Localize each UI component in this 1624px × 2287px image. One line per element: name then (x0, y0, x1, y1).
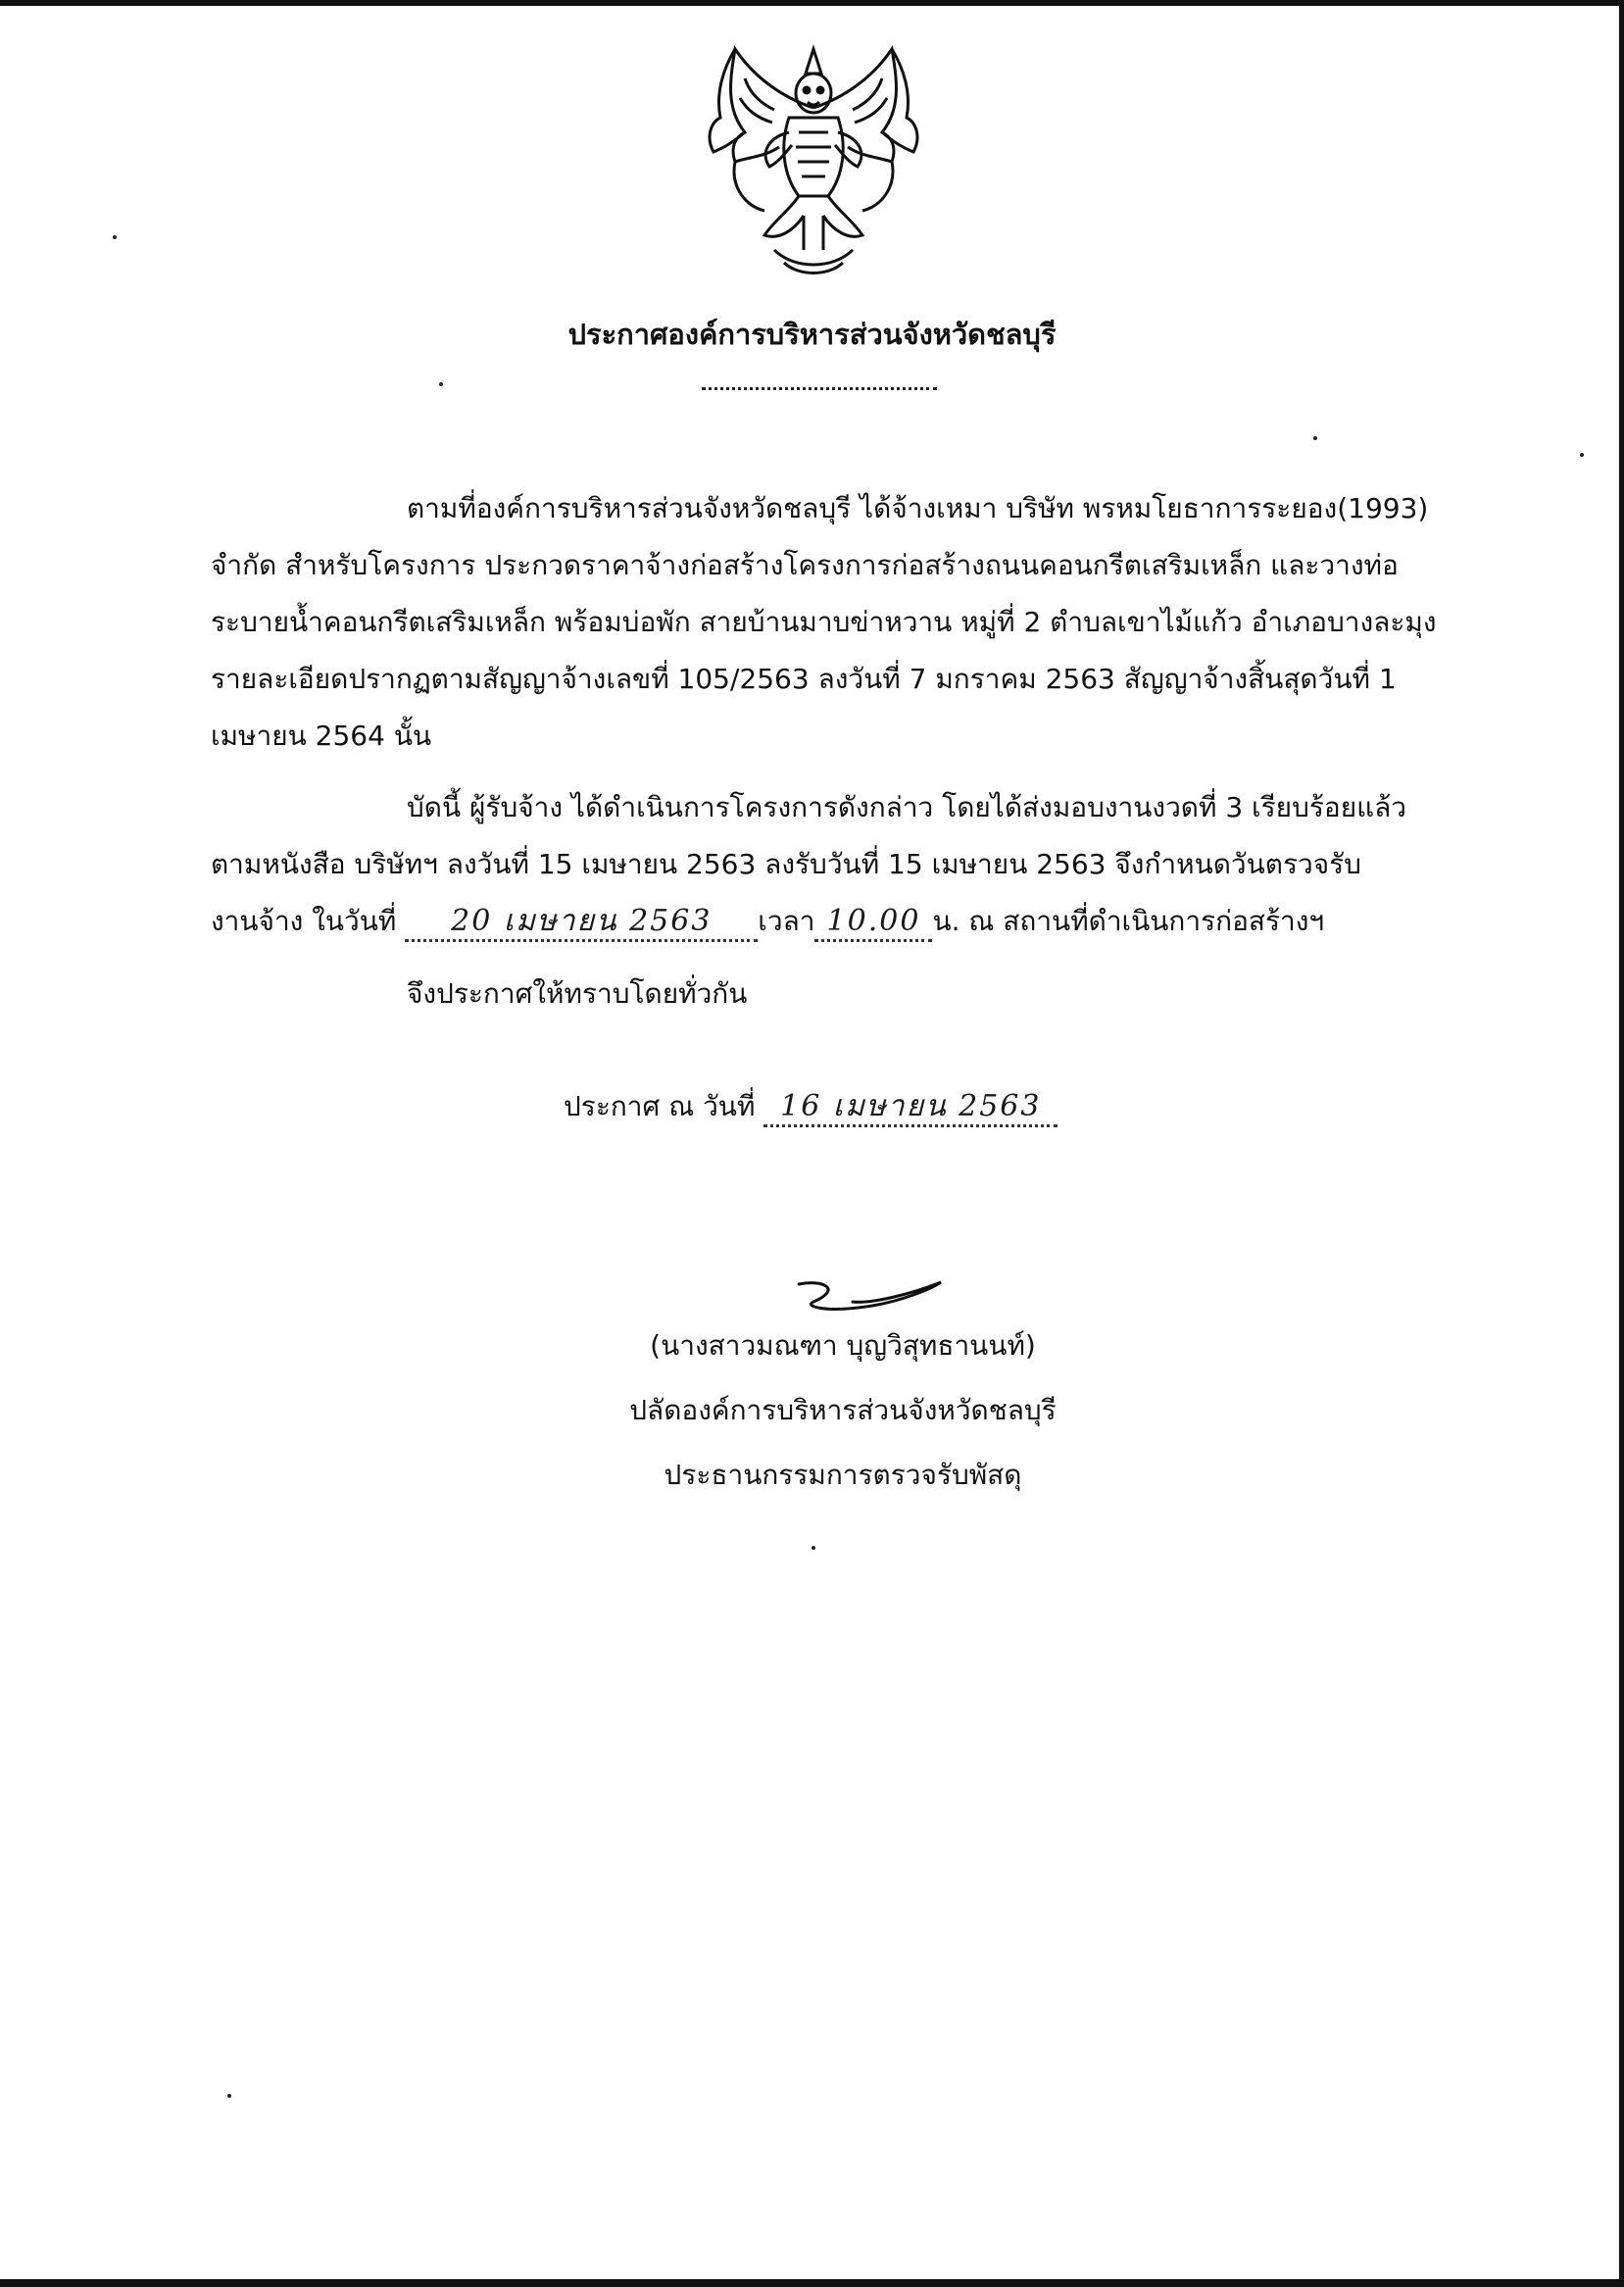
announce-date-line (564, 1078, 1058, 1135)
inspection-date-field: 20 เมษายน 2563 (405, 904, 758, 942)
signatory-block (549, 1314, 1137, 1508)
signatory-name: (นางสาวมณฑา บุญวิสุทธานนท์) (650, 1329, 1036, 1362)
inspection-time-field: 10.00 (814, 904, 932, 942)
announcement-title: ประกาศองค์การบริหารส่วนจังหวัดชลบุรี (567, 318, 1057, 351)
page-top-border (0, 0, 1624, 6)
announce-date-field: 16 เมษายน 2563 (763, 1089, 1058, 1127)
closing-text: จึงประกาศให้ทราบโดยทั่วกัน (407, 977, 748, 1010)
page-bottom-border (0, 2279, 1624, 2287)
signatory-position: ปลัดองค์การบริหารส่วนจังหวัดชลบุรี (629, 1394, 1057, 1426)
paragraph2-line2: ตามหนังสือ บริษัทฯ ลงวันที่ 15 เมษายน 2563 ลงรับวันที่ 15 เมษายน 2563 จึงกำหนดวันตรวจรับ (211, 848, 1361, 880)
paragraph1-line5: เมษายน 2564 นั้น (211, 720, 432, 752)
scan-speck (113, 235, 117, 239)
paragraph1-line3: ระบายน้ำคอนกรีตเสริมเหล็ก พร้อมบ่อพัก สายบ้านมาบข่าหวาน หมู่ที่ 2 ตำบลเขาไม้แก้ว อำเภอบางละมุง (211, 606, 1437, 638)
inspection-date-label: งานจ้าง ในวันที่ (211, 905, 397, 937)
announce-date-label: ประกาศ ณ วันที่ (564, 1090, 756, 1122)
inspection-time-label: เวลา (758, 905, 815, 937)
garuda-emblem-icon (676, 39, 951, 284)
paragraph2-line1: บัดนี้ ผู้รับจ้าง ได้ดำเนินการโครงการดังกล่าว โดยได้ส่งมอบงานงวดที่ 3 เรียบร้อยแล้ว (407, 791, 1407, 823)
title-dotted-rule (702, 387, 937, 390)
paragraph1-line2: จำกัด สำหรับโครงการ ประกวดราคาจ้างก่อสร้างโครงการก่อสร้างถนนคอนกรีตเสริมเหล็ก และวางท่อ (211, 549, 1399, 581)
inspection-location-text: น. ณ สถานที่ดำเนินการก่อสร้างฯ (932, 905, 1325, 937)
scan-speck (812, 1546, 815, 1550)
paragraph2-line3 (211, 893, 1324, 950)
scan-speck (227, 2094, 231, 2098)
signatory-committee-role: ประธานกรรมการตรวจรับพัสดุ (664, 1459, 1022, 1491)
scan-speck (439, 382, 443, 386)
paragraph1-line4: รายละเอียดปรากฏตามสัญญาจ้างเลขที่ 105/2563 ลงวันที่ 7 มกราคม 2563 สัญญาจ้างสิ้นสุดวันที่ 1 (211, 663, 1397, 695)
scan-speck (1313, 436, 1317, 440)
scan-speck (1580, 453, 1584, 457)
paragraph1-line1: ตามที่องค์การบริหารส่วนจังหวัดชลบุรี ได้จ้างเหมา บริษัท พรหมโยธาการระยอง(1993) (407, 492, 1429, 524)
